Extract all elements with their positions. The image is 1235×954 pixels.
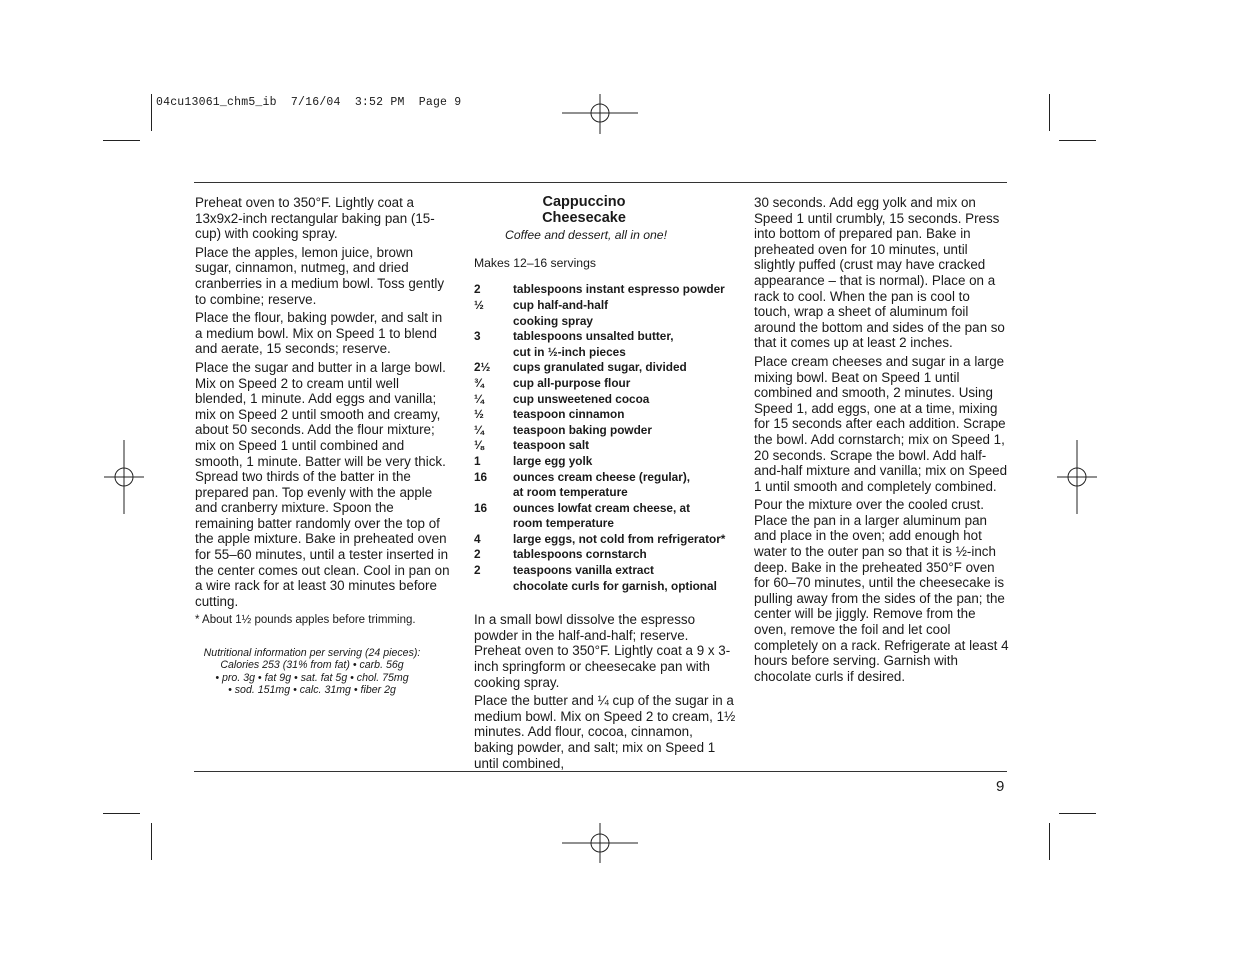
ingredient-line: cup half-and-half	[513, 297, 609, 312]
ingredient-line: teaspoon baking powder	[513, 422, 652, 437]
ingredient-line: at room temperature	[513, 485, 628, 500]
ingredient-line: tablespoons instant espresso powder	[513, 282, 725, 297]
ingredient-row	[474, 501, 736, 532]
footnote: * About 1½ pounds apples before trimming.	[195, 614, 416, 627]
ingredient-text	[513, 329, 736, 360]
ingredient-quantity: ⅛	[474, 438, 484, 453]
recipe-tagline: Coffee and dessert, all in one!	[505, 228, 667, 243]
ingredient-line: tablespoons cornstarch	[513, 547, 647, 562]
ingredient-row	[474, 563, 736, 579]
ingredient-text	[513, 392, 736, 408]
ingredient-row	[474, 407, 736, 423]
ingredient-quantity	[474, 579, 513, 595]
printer-slug: 04cu13061_chm5_ib 7/16/04 3:52 PM Page 9	[156, 96, 462, 109]
paragraph: Place the sugar and butter in a large bowl. Mix on Speed 2 to cream until well blended, 1 minute. Add eggs and vanilla; mix on Speed 2 until smooth and creamy, about 50 seconds. Add the flour mixture; mix on Speed 1 until combined and smooth, 1 minute. Batter will be very thick. Spread two thirds of the batter in the prepared pan. Top evenly with the apple and cranberry mixture. Spoon the remaining batter randomly over the top of the apple mixture. Bake in preheated oven for 55–60 minutes, until a tester inserted in the center comes out clean. Cool in pan on a wire rack for at least 30 minutes before cutting.	[195, 359, 450, 609]
ingredient-row	[474, 454, 736, 470]
ingredient-row	[474, 392, 736, 408]
registration-mark-right	[1057, 440, 1097, 514]
ingredient-line: chocolate curls for garnish, optional	[513, 578, 717, 593]
column-3	[754, 195, 1009, 687]
ingredient-row	[474, 298, 736, 329]
ingredient-quantity: 16	[474, 500, 488, 515]
ingredient-row	[474, 470, 736, 501]
ingredient-quantity: 2	[474, 563, 481, 578]
paragraph: Pour the mixture over the cooled crust. Place the pan in a larger aluminum pan and place in the oven; add enough hot water to the outer pan so that it is ½-inch deep. Bake in the preheated 350°F oven for 60–70 minutes, until the cheesecake is pulling away from the sides of the pan; the center will be jiggly. Remove from the oven, remove the foil and let cool completely on a rack. Refrigerate at least 4 hours before serving. Garnish with chocolate curls if desired.	[754, 497, 1009, 684]
recipe-title: Cappuccino Cheesecake	[542, 194, 626, 226]
paragraph: Place the apples, lemon juice, brown sugar, cinnamon, nutmeg, and dried cranberries in a medium bowl. Toss gently to combine; reserve.	[195, 244, 445, 307]
ingredient-row	[474, 282, 736, 298]
ingredient-quantity: 1	[474, 453, 481, 468]
ingredient-quantity: ½	[474, 407, 484, 422]
ingredient-row	[474, 532, 736, 548]
nutrition-line: • sod. 151mg • calc. 31mg • fiber 2g	[228, 683, 396, 696]
ingredient-line: tablespoons unsalted butter,	[513, 329, 674, 344]
top-rule	[194, 182, 1007, 183]
paragraph: Place cream cheeses and sugar in a large mixing bowl. Beat on Speed 1 until combined and smooth, 2 minutes. Using Speed 1, add eggs, one at a time, mixing for 15 seconds after each addition. Scrape the bowl. Add cornstarch; mix on Speed 1, 20 seconds. Scrape the bowl. Add half-and-half mixture and vanilla; mix on Speed 1 until smooth and completely combined.	[754, 353, 1008, 494]
ingredient-text	[513, 360, 736, 376]
ingredient-line: teaspoons vanilla extract	[513, 563, 654, 578]
ingredient-quantity: 3	[474, 329, 481, 344]
ingredient-text	[513, 376, 736, 392]
ingredient-list	[474, 282, 736, 594]
ingredient-text	[513, 282, 736, 298]
ingredient-row	[474, 579, 736, 595]
ingredient-quantity: ½	[474, 297, 484, 312]
ingredient-quantity: ¼	[474, 391, 484, 406]
paragraph: Preheat oven to 350°F. Lightly coat a 13x9x2-inch rectangular baking pan (15-cup) with cooking spray.	[195, 195, 435, 242]
ingredient-line: ounces lowfat cream cheese, at	[513, 500, 691, 515]
ingredient-text	[513, 423, 736, 439]
ingredient-quantity: 2	[474, 282, 481, 297]
ingredient-text	[513, 298, 736, 329]
nutrition-line: Calories 253 (31% from fat) • carb. 56g	[220, 659, 404, 672]
paragraph: 30 seconds. Add egg yolk and mix on Speed 1 until crumbly, 15 seconds. Press into bottom of prepared pan. Bake in preheated oven for 10 minutes, until slightly puffed (crust may have cracked appearance – that is normal). Place on a rack to cool. When the pan is cool to touch, wrap a sheet of aluminum foil around the bottom and sides of the pan so that it comes up at least 2 inches.	[754, 195, 1005, 351]
ingredient-line: cups granulated sugar, divided	[513, 360, 687, 375]
paragraph: Place the butter and ¼ cup of the sugar in a medium bowl. Mix on Speed 2 to cream, 1½ minutes. Add flour, cocoa, cinnamon, baking powder, and salt; mix on Speed 1 until combined,	[474, 693, 736, 771]
ingredient-row	[474, 360, 736, 376]
column-2	[474, 195, 736, 774]
ingredient-line: cup unsweetened cocoa	[513, 391, 650, 406]
ingredient-line: large egg yolk	[513, 453, 593, 468]
nutrition-line: • pro. 3g • fat 9g • sat. fat 5g • chol. 75mg	[215, 671, 409, 684]
ingredient-text	[513, 438, 736, 454]
ingredient-text	[513, 470, 736, 501]
ingredient-text	[513, 407, 736, 423]
directions	[474, 612, 736, 771]
ingredient-line: cut in ½-inch pieces	[513, 344, 626, 359]
ingredient-line: cooking spray	[513, 313, 593, 328]
ingredient-row	[474, 438, 736, 454]
ingredient-line: large eggs, not cold from refrigerator*	[513, 531, 726, 546]
ingredient-quantity: 2½	[474, 360, 491, 375]
ingredient-quantity: ¾	[474, 375, 484, 390]
ingredient-row	[474, 547, 736, 563]
ingredient-line: teaspoon salt	[513, 438, 590, 453]
ingredient-quantity: ¼	[474, 422, 484, 437]
ingredient-quantity: 4	[474, 531, 481, 546]
ingredient-text	[513, 532, 736, 548]
servings: Makes 12–16 servings	[474, 255, 596, 270]
ingredient-row	[474, 423, 736, 439]
ingredient-text	[513, 579, 736, 595]
ingredient-row	[474, 329, 736, 360]
ingredient-line: ounces cream cheese (regular),	[513, 469, 691, 484]
nutrition-line: Nutritional information per serving (24 pieces):	[203, 647, 421, 660]
paragraph: In a small bowl dissolve the espresso powder in the half-and-half; reserve. Preheat oven to 350°F. Lightly coat a 9 x 3-inch springform or cheesecake pan with cooking spray.	[474, 612, 731, 690]
ingredient-line: room temperature	[513, 516, 614, 531]
nutrition-info	[197, 647, 427, 696]
ingredient-line: teaspoon cinnamon	[513, 407, 625, 422]
ingredient-quantity: 16	[474, 469, 488, 484]
ingredient-text	[513, 547, 736, 563]
column-1	[195, 195, 450, 696]
page-number: 9	[996, 778, 1005, 795]
ingredient-line: cup all-purpose flour	[513, 375, 631, 390]
ingredient-text	[513, 563, 736, 579]
ingredient-text	[513, 501, 736, 532]
registration-mark-bottom	[562, 823, 638, 863]
ingredient-text	[513, 454, 736, 470]
ingredient-quantity: 2	[474, 547, 481, 562]
registration-mark-top	[562, 94, 638, 134]
registration-mark-left	[104, 440, 144, 514]
ingredient-row	[474, 376, 736, 392]
paragraph: Place the flour, baking powder, and salt in a medium bowl. Mix on Speed 1 to blend and aerate, 15 seconds; reserve.	[195, 310, 443, 357]
